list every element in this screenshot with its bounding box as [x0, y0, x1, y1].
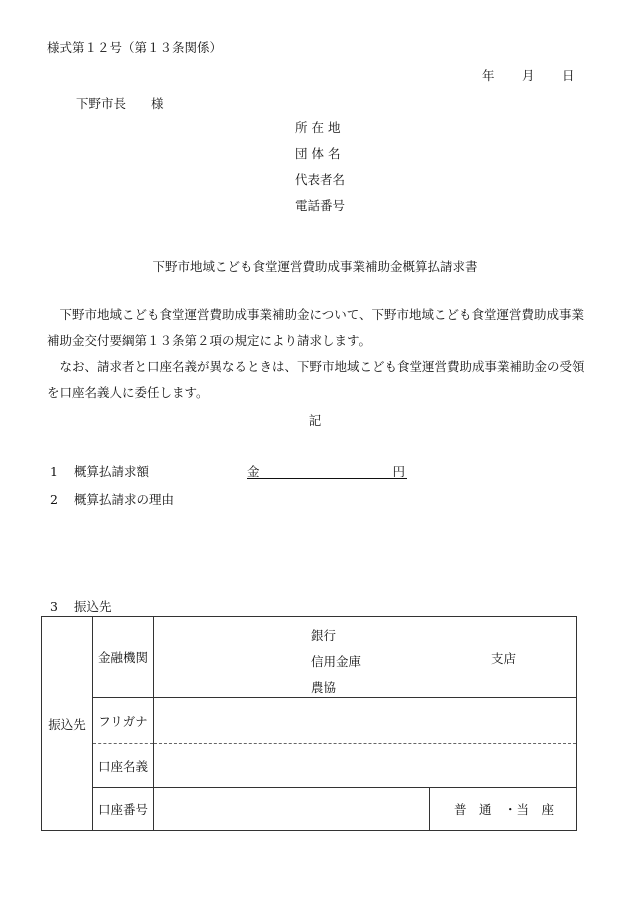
institution-field[interactable]	[154, 617, 577, 698]
date-day: 日	[562, 68, 575, 83]
item-label: 振込先	[74, 599, 112, 614]
institution-type-credit: 信用金庫	[311, 654, 362, 669]
item-reason	[50, 490, 174, 508]
furigana-field[interactable]	[154, 698, 577, 744]
body-text	[47, 302, 587, 406]
date-month: 月	[522, 68, 535, 83]
applicant-phone-label: 電話番号	[295, 198, 346, 213]
addressee: 下野市長 様	[76, 96, 164, 111]
furigana-label: フリガナ	[93, 698, 154, 744]
body-paragraph-2: なお、請求者と口座名義が異なるときは、下野市地域こども食堂運営費助成事業補助金の受領を口座名義人に委任します。	[47, 359, 585, 400]
amount-suffix: 円	[392, 464, 405, 479]
item-label: 概算払請求の理由	[74, 492, 175, 507]
ki-heading: 記	[308, 413, 322, 428]
account-name-label: 口座名義	[93, 744, 154, 788]
account-name-field[interactable]	[154, 744, 577, 788]
institution-type-bank: 銀行	[311, 628, 337, 643]
date-line	[482, 66, 575, 84]
bank-transfer-table	[41, 616, 577, 831]
item-number: 1	[50, 464, 58, 479]
account-number-label: 口座番号	[93, 788, 154, 831]
account-type-options[interactable]: 普 通 ・当 座	[429, 788, 578, 830]
institution-types	[311, 623, 361, 701]
institution-label: 金融機関	[93, 617, 154, 698]
account-number-field[interactable]	[154, 788, 577, 831]
item-number: 2	[50, 492, 58, 507]
item-transfer	[50, 597, 112, 615]
applicant-address-label: 所 在 地	[295, 120, 341, 135]
amount-prefix: 金	[247, 464, 260, 479]
applicant-representative-label: 代表者名	[295, 172, 346, 187]
item-number: 3	[50, 599, 58, 614]
date-year: 年	[482, 68, 495, 83]
document-title: 下野市地域こども食堂運営費助成事業補助金概算払請求書	[152, 259, 478, 274]
institution-type-agri: 農協	[311, 680, 337, 695]
body-paragraph-1: 下野市地域こども食堂運営費助成事業補助金について、下野市地域こども食堂運営費助成事業補助金交付要綱第１３条第２項の規定により請求します。	[47, 307, 585, 348]
item-amount	[50, 462, 149, 480]
transfer-side-label: 振込先	[42, 617, 93, 831]
amount-field[interactable]	[247, 462, 407, 479]
applicant-group-label: 団 体 名	[295, 146, 341, 161]
form-number: 様式第１２号（第１３条関係）	[47, 40, 223, 55]
branch-label: 支店	[491, 651, 517, 666]
item-label: 概算払請求額	[74, 464, 150, 479]
